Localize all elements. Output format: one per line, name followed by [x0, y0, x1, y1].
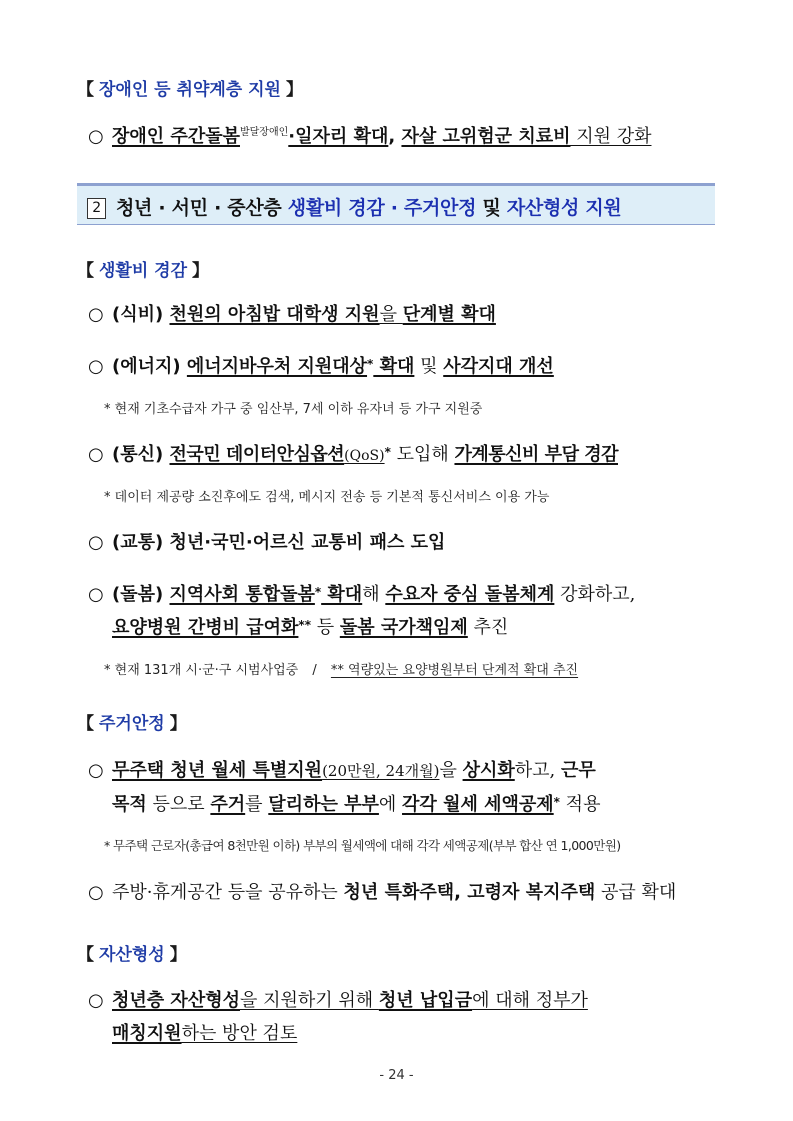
text-data-option: 전국민 데이터안심옵션	[169, 444, 345, 465]
bullet-mark: ○	[88, 990, 104, 1011]
text-telecom-burden: 가계통신비 부담 경감	[454, 444, 618, 465]
text-particle: 을	[439, 760, 463, 781]
bracket-open: 【	[77, 945, 94, 965]
bullet-vulnerable	[88, 124, 651, 150]
section-banner	[77, 183, 715, 225]
section-title: 장애인 등 취약계층 지원	[99, 80, 281, 100]
sup-developmental: 발달장애인	[239, 127, 289, 138]
text-support-strengthen: 지원 강화	[570, 126, 652, 147]
text-particle: 에	[378, 794, 403, 815]
bullet-care-line2	[112, 615, 508, 641]
text-hospital-care: 요양병원 간병비 급여화	[112, 617, 299, 638]
text-apply: 적용	[559, 794, 601, 815]
bullet-transport	[88, 530, 445, 556]
text-amount: (20만원, 24개월)	[322, 762, 440, 780]
text-permanent: 상시화	[462, 760, 515, 781]
note-telecom: * 데이터 제공량 소진후에도 검색, 메시지 전송 등 기본적 통신서비스 이용 가능	[104, 490, 550, 505]
bracket-open: 【	[77, 261, 94, 281]
label-energy: (에너지)	[112, 356, 187, 377]
bullet-mark: ○	[88, 882, 104, 903]
bullet-savings	[88, 988, 588, 1014]
section-header-assets	[77, 940, 187, 965]
sup-star: *	[384, 445, 391, 459]
bracket-close: 】	[192, 261, 210, 281]
banner-number-box: 2	[87, 198, 106, 219]
text-jobs: ·일자리 확대	[288, 126, 389, 147]
bracket-close: 】	[169, 714, 187, 734]
bullet-mark: ○	[88, 760, 104, 781]
bullet-rent	[88, 758, 596, 784]
text-transport: (교통) 청년·국민·어르신 교통비 패스 도입	[112, 532, 446, 553]
text-promote: 추진	[467, 617, 509, 638]
page-number: - 24 -	[379, 1068, 414, 1083]
text-introduce: 도입해	[390, 444, 455, 465]
note-rent: * 무주택 근로자(총급여 8천만원 이하) 부부의 월세액에 대해 각각 세액공제(부부 합산 연 1,000만원)	[104, 838, 621, 853]
text-suicide-risk: 자살 고위험군 치료비	[401, 126, 571, 147]
bullet-mark: ○	[88, 356, 104, 377]
text-energy-voucher: 에너지바우처 지원대상	[186, 356, 368, 377]
text-etc: 등	[310, 617, 340, 638]
text-youth-rent: 무주택 청년 월세 특별지원	[112, 760, 323, 781]
bullet-mark: ○	[88, 444, 104, 465]
text-government: 에 대해 정부가	[472, 990, 588, 1011]
bullet-food	[88, 302, 496, 328]
text-breakfast: 천원의 아침밥 대학생 지원	[169, 304, 380, 325]
text-demand-centered: 수요자 중심 돌봄체계	[385, 584, 555, 605]
text-to-support: 을 지원하기 위해	[239, 990, 379, 1011]
bullet-telecom	[88, 442, 618, 469]
section-title: 생활비 경감	[99, 261, 188, 281]
bullet-savings-line2	[112, 1021, 297, 1047]
text-youth-housing: 청년 특화주택	[343, 882, 455, 903]
bullet-mark: ○	[88, 126, 104, 147]
text-work: 근무	[560, 760, 596, 781]
text-elderly-housing: 고령자 복지주택	[467, 882, 596, 903]
note-care-1: * 현재 131개 시·군·구 시범사업중	[104, 663, 299, 678]
text-supply: 공급 확대	[595, 882, 677, 903]
label-telecom: (통신)	[112, 444, 170, 465]
text-residence: 주거	[210, 794, 246, 815]
text-blind-spot: 사각지대 개선	[443, 356, 554, 377]
bullet-rent-line2	[112, 792, 600, 818]
text-youth-assets: 청년층 자산형성	[112, 990, 240, 1011]
text-separate-couples: 달리하는 부부	[268, 794, 379, 815]
section-title: 주거안정	[99, 714, 165, 734]
note-care-2: ** 역량있는 요양병원부터 단계적 확대 추진	[330, 663, 579, 678]
bullet-mark: ○	[88, 584, 104, 605]
text-expand: 확대	[373, 356, 415, 377]
section-header-vulnerable	[77, 75, 303, 100]
text-etc: 등으로	[146, 794, 211, 815]
note-energy: * 현재 기초수급자 가구 중 임산부, 7세 이하 유자녀 등 가구 지원중	[104, 402, 483, 417]
sup-star: *	[314, 585, 322, 599]
bullet-energy	[88, 354, 554, 380]
label-food: (식비)	[112, 304, 170, 325]
banner-part-1: 청년 · 서민 · 중산층	[116, 197, 288, 219]
text-youth-payment: 청년 납입금	[378, 990, 473, 1011]
bullet-care	[88, 582, 635, 608]
text-particle: 을	[379, 304, 403, 325]
bullet-mark: ○	[88, 304, 104, 325]
label-care: (돌봄)	[112, 584, 170, 605]
section-title: 자산형성	[99, 945, 165, 965]
text-particle: 를	[245, 794, 269, 815]
bracket-close: 】	[285, 80, 303, 100]
text-strengthen: 강화하고,	[554, 584, 636, 605]
text-comma: ,	[454, 882, 468, 903]
text-comma: ,	[388, 126, 402, 147]
text-tax-credit: 각각 월세 세액공제	[402, 794, 554, 815]
sup-star: *	[553, 795, 560, 809]
text-national-care: 돌봄 국가책임제	[339, 617, 468, 638]
text-particle: 해	[362, 584, 386, 605]
text-stepwise: 단계별 확대	[402, 304, 496, 325]
sup-double-star: **	[298, 618, 311, 632]
bullet-shared-housing	[88, 880, 676, 906]
text-disabled-daycare: 장애인 주간돌봄	[112, 126, 240, 147]
text-qos: (QoS)	[344, 448, 385, 464]
bullet-mark: ○	[88, 532, 104, 553]
text-integrated-care: 지역사회 통합돌봄	[169, 584, 315, 605]
text-review: 하는 방안 검토	[181, 1023, 298, 1044]
text-expand: 확대	[321, 584, 363, 605]
bracket-open: 【	[77, 714, 94, 734]
banner-text	[87, 193, 621, 220]
section-header-living-cost	[77, 256, 209, 281]
sup-star: *	[367, 357, 374, 371]
section-header-housing	[77, 709, 187, 734]
note-separator: /	[312, 663, 317, 678]
text-and: 및	[414, 356, 444, 377]
note-care	[104, 659, 578, 678]
text-purpose: 목적	[112, 794, 147, 815]
text-and: 하고,	[514, 760, 561, 781]
banner-part-3: 및	[476, 197, 507, 219]
text-matching: 매칭지원	[112, 1023, 182, 1044]
bracket-open: 【	[77, 80, 94, 100]
banner-part-2: 생활비 경감 · 주거안정	[287, 197, 477, 219]
banner-part-4: 자산형성 지원	[506, 197, 622, 219]
bracket-close: 】	[169, 945, 187, 965]
text-shared-space: 주방·휴게공간 등을 공유하는	[112, 882, 344, 903]
